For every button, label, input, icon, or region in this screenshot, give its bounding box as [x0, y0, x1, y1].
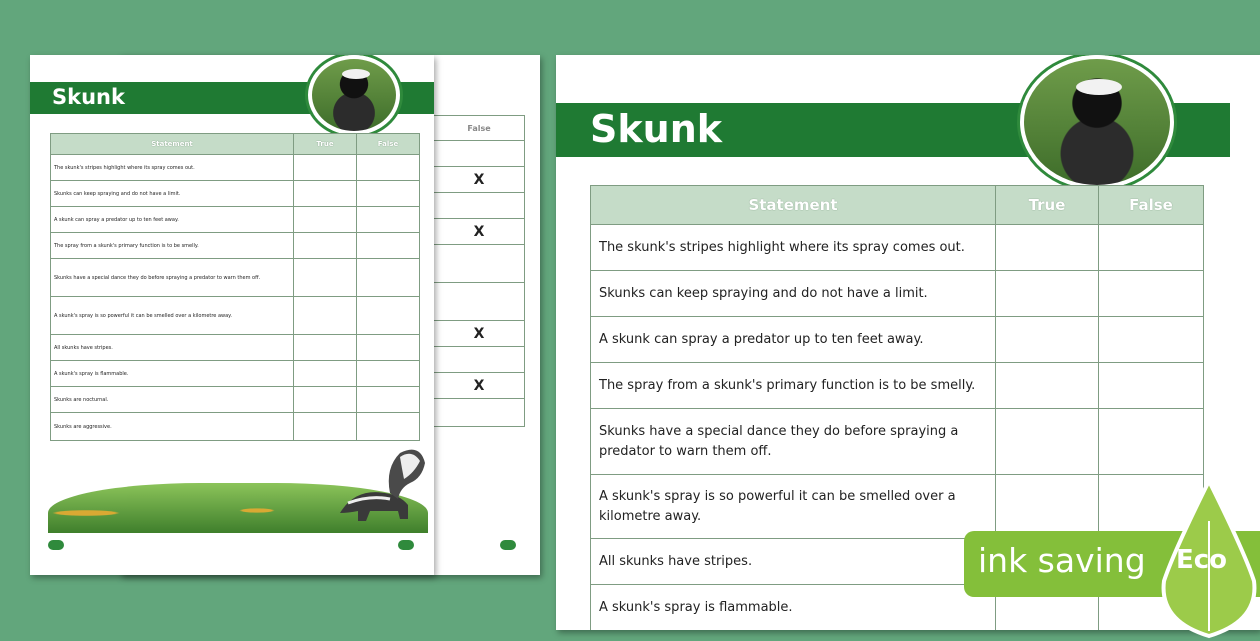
statement-cell: The spray from a skunk's primary function is to be smelly.: [591, 363, 996, 409]
false-cell: [357, 181, 420, 207]
false-cell: [1099, 271, 1204, 317]
footer-logo-icon: [48, 540, 64, 550]
statement-cell: A skunk can spray a predator up to ten feet away.: [51, 207, 294, 233]
statement-cell: Skunks have a special dance they do before spraying a predator to warn them off.: [591, 409, 996, 475]
ink-saving-eco-badge: [964, 531, 1260, 597]
false-cell: [1099, 363, 1204, 409]
true-cell: [294, 155, 357, 181]
table-row: [51, 335, 420, 361]
true-cell: [294, 181, 357, 207]
table-row: [591, 363, 1204, 409]
true-cell: [294, 207, 357, 233]
header-true: True: [996, 186, 1099, 225]
footer-logo-icon-right: [398, 540, 414, 550]
header-false: False: [1099, 186, 1204, 225]
answer-header-false: False: [434, 116, 525, 141]
false-cell: [357, 259, 420, 297]
header-statement: Statement: [51, 134, 294, 155]
true-cell: [996, 225, 1099, 271]
statement-cell: A skunk's spray is flammable.: [591, 585, 996, 631]
table-row: [51, 207, 420, 233]
false-mark-cell: [434, 283, 525, 321]
false-cell: [1099, 225, 1204, 271]
statement-cell: Skunks are aggressive.: [51, 413, 294, 441]
false-mark-cell: [434, 399, 525, 427]
statement-cell: All skunks have stripes.: [51, 335, 294, 361]
true-cell: [294, 259, 357, 297]
statement-cell: Skunks can keep spraying and do not have a limit.: [51, 181, 294, 207]
statement-cell: Skunks have a special dance they do before spraying a predator to warn them off.: [51, 259, 294, 297]
false-mark-cell: X: [434, 373, 525, 399]
ink-saving-label: ink saving: [978, 541, 1146, 580]
statement-cell: The spray from a skunk's primary function is to be smelly.: [51, 233, 294, 259]
false-cell: [357, 207, 420, 233]
statement-cell: The skunk's stripes highlight where its spray comes out.: [591, 225, 996, 271]
statement-cell: A skunk's spray is flammable.: [51, 361, 294, 387]
statement-cell: Skunks can keep spraying and do not have a limit.: [591, 271, 996, 317]
table-row: [591, 317, 1204, 363]
false-mark-cell: [434, 347, 525, 373]
true-cell: [996, 317, 1099, 363]
table-row: [51, 297, 420, 335]
table-row: [51, 233, 420, 259]
false-cell: [1099, 409, 1204, 475]
false-mark-cell: [434, 245, 525, 283]
false-mark-cell: [434, 193, 525, 219]
table-row: [51, 387, 420, 413]
false-cell: [357, 387, 420, 413]
false-cell: [357, 361, 420, 387]
table-row: [51, 259, 420, 297]
true-cell: [996, 475, 1099, 539]
table-row: [591, 271, 1204, 317]
false-cell: [357, 297, 420, 335]
worksheet-preview-small: [30, 55, 434, 575]
false-mark-cell: X: [434, 219, 525, 245]
worksheet-title: Skunk: [52, 85, 125, 109]
skunk-illustration: [330, 433, 430, 533]
statement-cell: A skunk can spray a predator up to ten feet away.: [591, 317, 996, 363]
eco-label: Eco: [1176, 545, 1228, 575]
statement-cell: All skunks have stripes.: [591, 539, 996, 585]
true-cell: [294, 297, 357, 335]
skunk-photo: [1020, 55, 1174, 189]
false-cell: [357, 233, 420, 259]
false-mark-cell: X: [434, 321, 525, 347]
false-cell: [1099, 317, 1204, 363]
skunk-photo: [308, 55, 400, 135]
true-cell: [294, 387, 357, 413]
true-cell: [294, 361, 357, 387]
table-row: [51, 181, 420, 207]
true-cell: [996, 271, 1099, 317]
statement-cell: A skunk's spray is so powerful it can be smelled over a kilometre away.: [591, 475, 996, 539]
false-cell: [357, 155, 420, 181]
true-cell: [294, 233, 357, 259]
false-mark-cell: X: [434, 167, 525, 193]
statement-table-small: [50, 133, 420, 441]
worksheet-title: Skunk: [590, 107, 723, 151]
true-cell: [294, 335, 357, 361]
false-cell: [357, 335, 420, 361]
header-false: False: [357, 134, 420, 155]
table-row: [51, 361, 420, 387]
table-row: [51, 155, 420, 181]
statement-cell: Skunks are nocturnal.: [51, 387, 294, 413]
statement-cell: A skunk's spray is so powerful it can be smelled over a kilometre away.: [51, 297, 294, 335]
footer-logo-icon: [500, 540, 516, 550]
statement-cell: The skunk's stripes highlight where its spray comes out.: [51, 155, 294, 181]
header-true: True: [294, 134, 357, 155]
table-row: [591, 409, 1204, 475]
true-cell: [996, 363, 1099, 409]
true-cell: [996, 409, 1099, 475]
table-row: [591, 475, 1204, 539]
false-mark-cell: [434, 141, 525, 167]
table-row: [591, 225, 1204, 271]
header-statement: Statement: [591, 186, 996, 225]
